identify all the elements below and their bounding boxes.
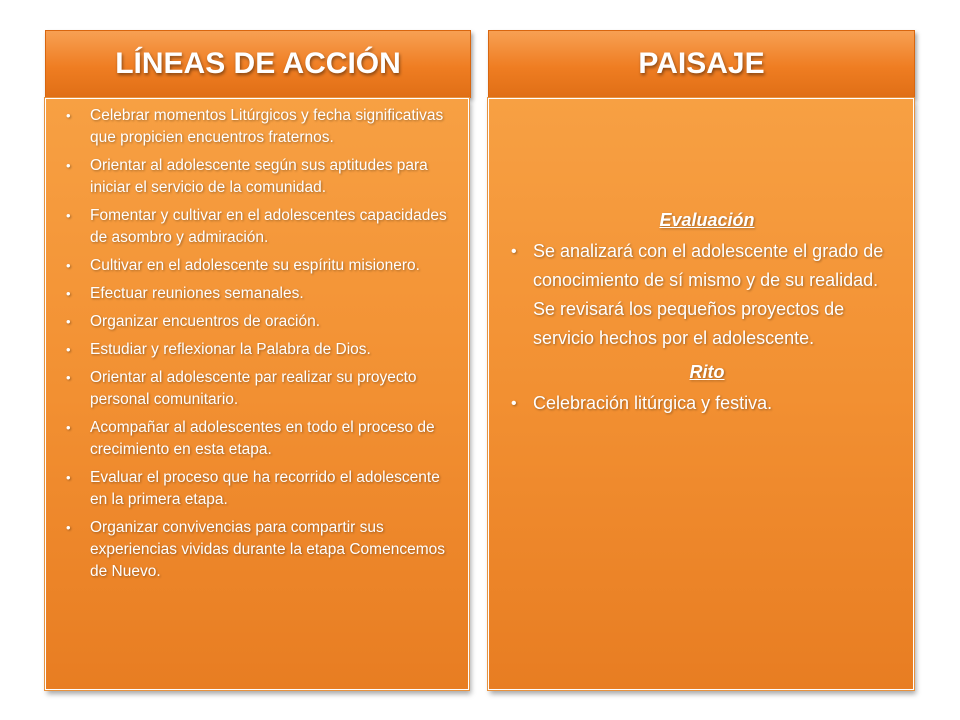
list-item (511, 389, 903, 418)
list-item-text: Evaluar el proceso que ha recorrido el adolescente en la primera etapa. (90, 469, 440, 508)
bullet-icon: • (66, 258, 71, 273)
lineas-de-accion-title: LÍNEAS DE ACCIÓN (115, 47, 401, 80)
list-item (66, 339, 456, 361)
rito-heading: Rito (689, 362, 725, 382)
list-item (511, 237, 903, 353)
list-item-text: Fomentar y cultivar en el adolescentes capacidades de asombro y admiración. (90, 207, 447, 246)
list-item-text: Organizar convivencias para compartir sus experiencias vividas durante la etapa Comencemos de Nuevo. (90, 519, 445, 580)
list-item-text: Organizar encuentros de oración. (90, 313, 321, 330)
bullet-icon: • (66, 520, 71, 535)
rito-list (511, 389, 903, 418)
list-item-text: Acompañar al adolescentes en todo el proceso de crecimiento en esta etapa. (90, 419, 435, 458)
bullet-icon: • (66, 286, 71, 301)
evaluacion-text: Se analizará con el adolescente el grado de conocimiento de sí mismo y de su realidad. Se revisará los pequeños proyectos de servicio hechos por el adolescente. (533, 241, 884, 348)
list-item (66, 283, 456, 305)
list-item (66, 517, 456, 583)
bullet-icon: • (66, 208, 71, 223)
list-item-text: Celebrar momentos Litúrgicos y fecha significativas que propicien encuentros fraternos. (90, 107, 444, 146)
bullet-icon: • (66, 420, 71, 435)
list-item (66, 255, 456, 277)
list-item-text: Orientar al adolescente par realizar su proyecto personal comunitario. (90, 369, 417, 408)
list-item (66, 367, 456, 411)
bullet-icon: • (511, 243, 517, 260)
list-item-text: Efectuar reuniones semanales. (90, 285, 304, 302)
list-item (66, 311, 456, 333)
bullet-icon: • (66, 342, 71, 357)
bullet-icon: • (66, 314, 71, 329)
list-item (66, 105, 456, 149)
bullet-icon: • (66, 158, 71, 173)
rito-text: Celebración litúrgica y festiva. (533, 393, 773, 413)
list-item (66, 205, 456, 249)
bullet-icon: • (66, 370, 71, 385)
list-item (66, 155, 456, 199)
list-item-text: Cultivar en el adolescente su espíritu misionero. (90, 257, 420, 274)
evaluacion-heading: Evaluación (659, 210, 755, 230)
list-item (66, 417, 456, 461)
lineas-de-accion-list (66, 105, 456, 583)
bullet-icon: • (66, 108, 71, 123)
bullet-icon: • (511, 395, 517, 412)
paisaje-title: PAISAJE (638, 47, 765, 80)
lineas-de-accion-panel (45, 98, 469, 690)
lineas-de-accion-header (45, 30, 471, 98)
list-item-text: Estudiar y reflexionar la Palabra de Dios. (90, 341, 371, 358)
list-item (66, 467, 456, 511)
paisaje-header (488, 30, 915, 98)
paisaje-panel (488, 98, 914, 690)
bullet-icon: • (66, 470, 71, 485)
list-item-text: Orientar al adolescente según sus aptitudes para iniciar el servicio de la comunidad. (90, 157, 428, 196)
evaluacion-list (511, 237, 903, 353)
